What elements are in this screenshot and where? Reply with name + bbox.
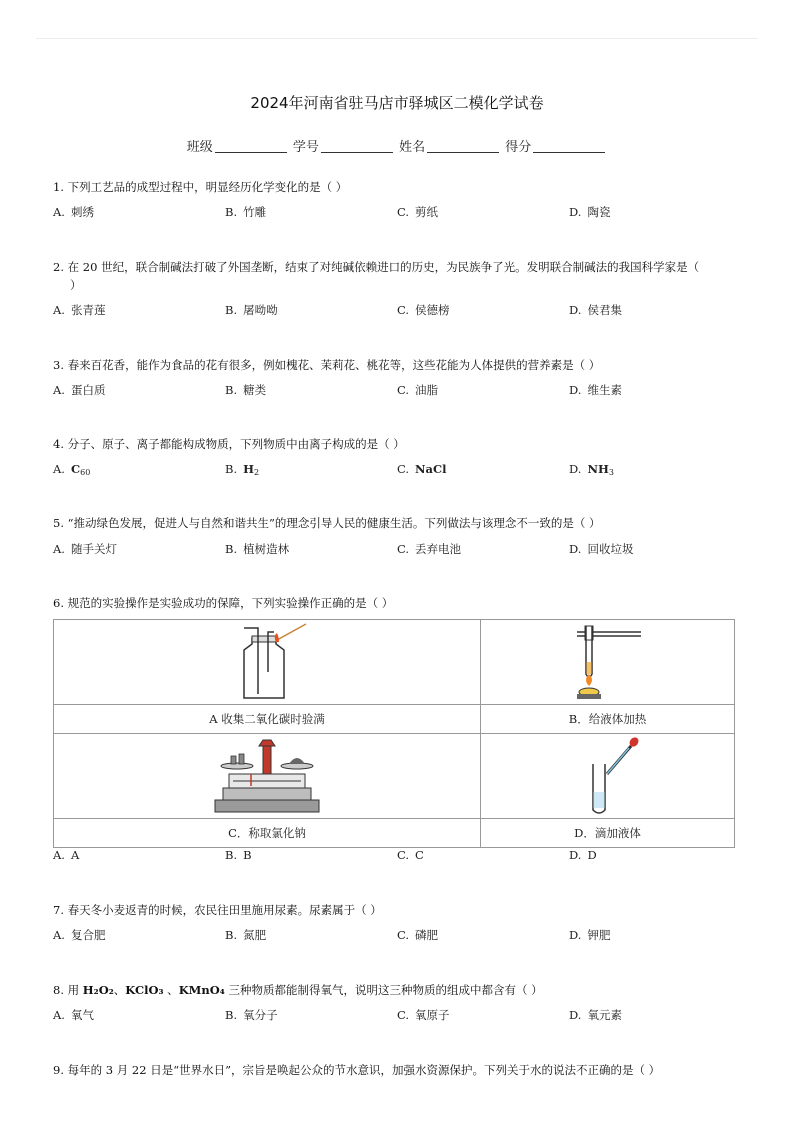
question-5-options (53, 541, 743, 559)
cell-c-image (54, 734, 481, 819)
option-c[interactable]: C. C (397, 848, 424, 862)
question-4-options (53, 462, 743, 480)
question-4: 4. 分子、原子、离子都能构成物质，下列物质中由离子构成的是（ ） (53, 437, 405, 451)
option-c[interactable]: C. 剪纸 (397, 205, 439, 219)
option-b[interactable]: B. $H_2$ (225, 462, 260, 477)
cell-d-caption: D．滴加液体 (481, 819, 735, 848)
question-8-options (53, 1007, 743, 1025)
option-b[interactable]: B. 氧分子 (225, 1008, 278, 1022)
question-3: 3. 春来百花香，能作为食品的花有很多，例如槐花、茉莉花、桃花等，这些花能为人体提供的营养素是（ ） (53, 358, 601, 372)
student-id-label: 学号 (292, 140, 319, 155)
option-d[interactable]: D. 回收垃圾 (569, 542, 634, 556)
option-b[interactable]: B. 糖类 (225, 383, 267, 397)
class-label: 班级 (186, 140, 213, 155)
question-6-text: 规范的实验操作是实验成功的保障，下列实验操作正确的是（ ） (67, 596, 394, 610)
question-1-text: 下列工艺品的成型过程中，明显经历化学变化的是（ ） (67, 180, 348, 194)
option-a[interactable]: A. 氧气 (53, 1008, 94, 1022)
question-2-options (53, 302, 743, 320)
option-d[interactable]: D. 氧元素 (569, 1008, 622, 1022)
gas-bottle-icon (222, 622, 312, 702)
question-2-text-cont: ） (70, 278, 82, 292)
option-c[interactable]: C. 氧原子 (397, 1008, 450, 1022)
option-c[interactable]: C. 丢弃电池 (397, 542, 462, 556)
question-2: 2. 在 20 世纪，联合制碱法打破了外国垄断，结束了对纯碱依赖进口的历史，为民族争了光。发明联合制碱法的我国科学家是（ (53, 260, 700, 274)
option-b[interactable]: B. B (225, 848, 252, 862)
question-8: 8. 用 H₂O₂、KClO₃ 、KMnO₄ 三种物质都能制得氧气，说明这三种物质的组成中都含有（ ） (53, 983, 543, 997)
name-blank[interactable] (427, 138, 499, 153)
option-c[interactable]: C. 磷肥 (397, 928, 439, 942)
question-5-text: “推动绿色发展，促进人与自然和谐共生”的理念引导人民的健康生活。下列做法与该理念不一致的是（ ） (67, 516, 601, 530)
formula-kclo3: KClO₃ (125, 983, 164, 997)
cell-c-caption: C．称取氯化钠 (54, 819, 481, 848)
option-a[interactable]: A. 随手关灯 (53, 542, 117, 556)
question-7-options (53, 927, 743, 945)
option-a[interactable]: A. $C_{60}$ (53, 462, 91, 477)
option-d[interactable]: D. 陶瓷 (569, 205, 611, 219)
dropper-icon (563, 736, 653, 816)
balance-scale-icon (207, 736, 327, 816)
question-1-options (53, 204, 743, 222)
score-label: 得分 (505, 140, 532, 155)
option-c[interactable]: C. 侯德榜 (397, 303, 450, 317)
option-a[interactable]: A. A (53, 848, 80, 862)
option-c[interactable]: C. 油脂 (397, 383, 439, 397)
cell-a-image (54, 620, 481, 705)
question-3-options (53, 382, 743, 400)
student-info-line (0, 136, 794, 155)
option-a[interactable]: A. 张青莲 (53, 303, 106, 317)
cell-b-caption: B．给液体加热 (481, 705, 735, 734)
cell-b-image (481, 620, 735, 705)
option-a[interactable]: A. 复合肥 (53, 928, 106, 942)
question-9-text: 每年的 3 月 22 日是“世界水日”，宗旨是唤起公众的节水意识，加强水资源保护。下列关于水的说法不正确的是（ ） (67, 1063, 661, 1077)
question-6: 6. 规范的实验操作是实验成功的保障，下列实验操作正确的是（ ） (53, 596, 394, 610)
question-7: 7. 春天冬小麦返青的时候，农民往田里施用尿素。尿素属于（ ） (53, 903, 382, 917)
option-d[interactable]: D. D (569, 848, 597, 862)
question-7-text: 春天冬小麦返青的时候，农民往田里施用尿素。尿素属于（ ） (67, 903, 382, 917)
formula-kmno4: KMnO₄ (178, 983, 225, 997)
score-blank[interactable] (533, 138, 605, 153)
option-a[interactable]: A. 蛋白质 (53, 383, 106, 397)
option-c[interactable]: C. NaCl (397, 462, 447, 476)
question-3-text: 春来百花香，能作为食品的花有很多，例如槐花、茉莉花、桃花等，这些花能为人体提供的营养素是（ ） (67, 358, 601, 372)
formula-h2o2: H₂O₂ (82, 983, 114, 997)
cell-a-caption: A 收集二氧化碳时验满 (54, 705, 481, 734)
option-d[interactable]: D. 维生素 (569, 383, 622, 397)
question-2-text: 在 20 世纪，联合制碱法打破了外国垄断，结束了对纯碱依赖进口的历史，为民族争了光。发明联合制碱法的我国科学家是（ (67, 260, 700, 274)
top-divider (36, 38, 758, 39)
question-9: 9. 每年的 3 月 22 日是“世界水日”，宗旨是唤起公众的节水意识，加强水资源保护。下列关于水的说法不正确的是（ ） (53, 1063, 661, 1077)
option-d[interactable]: D. 钾肥 (569, 928, 611, 942)
option-a[interactable]: A. 刺绣 (53, 205, 94, 219)
option-b[interactable]: B. 竹雕 (225, 205, 267, 219)
question-4-text: 分子、原子、离子都能构成物质，下列物质中由离子构成的是（ ） (67, 437, 405, 451)
page-title: 2024年河南省驻马店市驿城区二模化学试卷 (250, 94, 544, 112)
option-b[interactable]: B. 氮肥 (225, 928, 267, 942)
class-blank[interactable] (215, 138, 287, 153)
test-tube-heating-icon (563, 622, 653, 702)
question-1: 1. 下列工艺品的成型过程中，明显经历化学变化的是（ ） (53, 180, 348, 194)
question-6-options (53, 848, 743, 866)
option-b[interactable]: B. 植树造林 (225, 542, 290, 556)
option-d[interactable]: D. $NH_3$ (569, 462, 614, 477)
cell-d-image (481, 734, 735, 819)
option-d[interactable]: D. 侯君集 (569, 303, 622, 317)
experiment-table (53, 619, 735, 848)
student-id-blank[interactable] (321, 138, 393, 153)
name-label: 姓名 (399, 140, 426, 155)
option-b[interactable]: B. 屠呦呦 (225, 303, 278, 317)
question-5: 5. “推动绿色发展，促进人与自然和谐共生”的理念引导人民的健康生活。下列做法与该理念不一致的是（ ） (53, 516, 601, 530)
